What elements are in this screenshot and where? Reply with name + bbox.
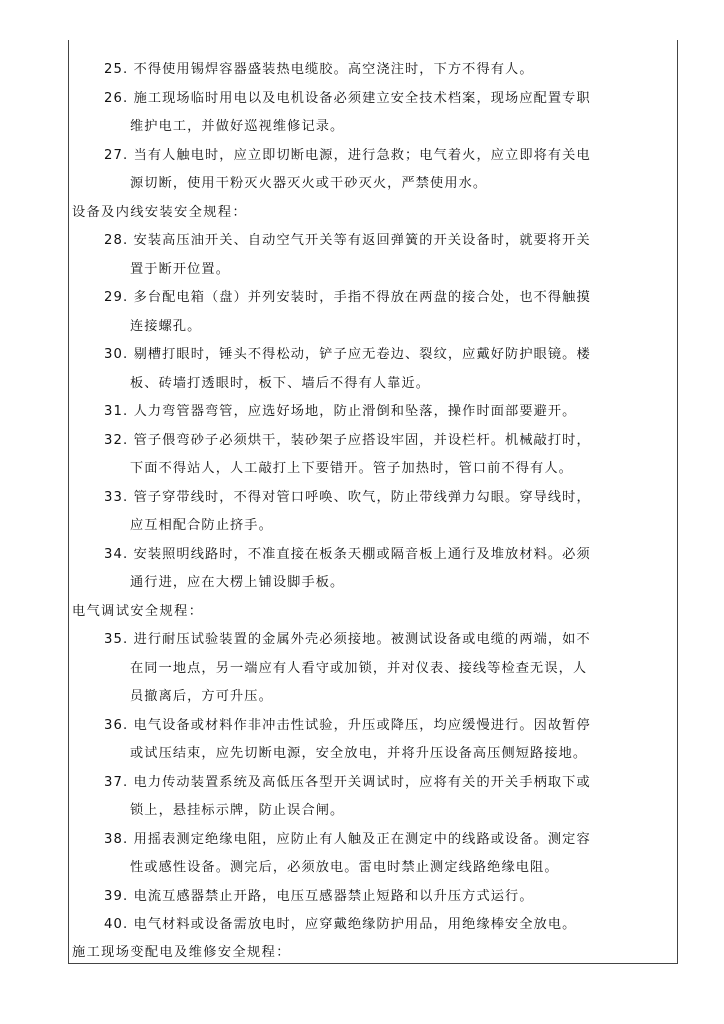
rule-line: 32. 管子偎弯砂子必须烘干，装砂架子应搭设牢固，并设栏杆。机械敲打时， bbox=[104, 433, 591, 448]
rule-line: 36. 电气设备或材料作非冲击性试验，升压或降压，均应缓慢进行。因故暂停 bbox=[104, 718, 591, 733]
rule-line: 27. 当有人触电时，应立即切断电源，进行急救；电气着火，应立即将有关电 bbox=[104, 148, 591, 163]
rule-line: 应互相配合防止挤手。 bbox=[130, 518, 273, 533]
rule-line: 25. 不得使用锡焊容器盛装热电缆胶。高空浇注时，下方不得有人。 bbox=[104, 62, 534, 77]
rule-line: 33. 管子穿带线时，不得对管口呼唤、吹气，防止带线弹力勾眼。穿导线时， bbox=[104, 490, 591, 505]
rule-line: 在同一地点，另一端应有人看守或加锁，并对仪表、接线等检查无误，人 bbox=[130, 661, 588, 676]
rule-line: 锁上，悬挂标示牌，防止误合闸。 bbox=[130, 803, 345, 818]
rule-line: 置于断开位置。 bbox=[130, 262, 231, 277]
rule-line: 性或感性设备。测完后，必须放电。雷电时禁止测定线路绝缘电阻。 bbox=[130, 860, 559, 875]
section-heading-equipment: 设备及内线安装安全规程： bbox=[72, 205, 248, 220]
section-heading-substation: 施工现场变配电及维修安全规程： bbox=[72, 945, 291, 960]
rule-line: 源切断，使用干粉灭火器灭火或干砂灭火，严禁使用水。 bbox=[130, 176, 488, 191]
rule-line: 38. 用摇表测定绝缘电阻，应防止有人触及正在测定中的线路或设备。测定容 bbox=[104, 832, 591, 847]
rule-line: 维护电工，并做好巡视维修记录。 bbox=[130, 119, 345, 134]
rule-line: 29. 多台配电箱（盘）并列安装时，手指不得放在两盘的接合处，也不得触摸 bbox=[104, 290, 591, 305]
rule-line: 通行进，应在大楞上铺设脚手板。 bbox=[130, 575, 345, 590]
rule-line: 39. 电流互感器禁止开路，电压互感器禁止短路和以升压方式运行。 bbox=[104, 889, 534, 904]
rule-line: 28. 安装高压油开关、自动空气开关等有返回弹簧的开关设备时，就要将开关 bbox=[104, 233, 591, 248]
rule-line: 30. 剔槽打眼时，锤头不得松动，铲子应无卷边、裂纹，应戴好防护眼镜。楼 bbox=[104, 347, 591, 362]
section-heading-testing: 电气调试安全规程： bbox=[72, 604, 204, 619]
rule-line: 板、砖墙打透眼时，板下、墙后不得有人靠近。 bbox=[130, 376, 431, 391]
rule-line: 35. 进行耐压试验装置的金属外壳必须接地。被测试设备或电缆的两端，如不 bbox=[104, 632, 591, 647]
rule-line: 连接螺孔。 bbox=[130, 319, 202, 334]
rule-line: 37. 电力传动装置系统及高低压各型开关调试时，应将有关的开关手柄取下或 bbox=[104, 775, 591, 790]
rule-line: 或试压结束，应先切断电源，安全放电，并将升压设备高压侧短路接地。 bbox=[130, 746, 588, 761]
rule-line: 员撤离后，方可升压。 bbox=[130, 689, 273, 704]
rule-line: 31. 人力弯管器弯管，应选好场地，防止滑倒和坠落，操作时面部要避开。 bbox=[104, 404, 577, 419]
rule-line: 40. 电气材料或设备需放电时，应穿戴绝缘防护用品，用绝缘棒安全放电。 bbox=[104, 917, 577, 932]
rule-line: 26. 施工现场临时用电以及电机设备必须建立安全技术档案，现场应配置专职 bbox=[104, 91, 591, 106]
rule-line: 34. 安装照明线路时，不准直接在板条天棚或隔音板上通行及堆放材料。必须 bbox=[104, 547, 591, 562]
rule-line: 下面不得站人，人工敲打上下要错开。管子加热时，管口前不得有人。 bbox=[130, 461, 573, 476]
